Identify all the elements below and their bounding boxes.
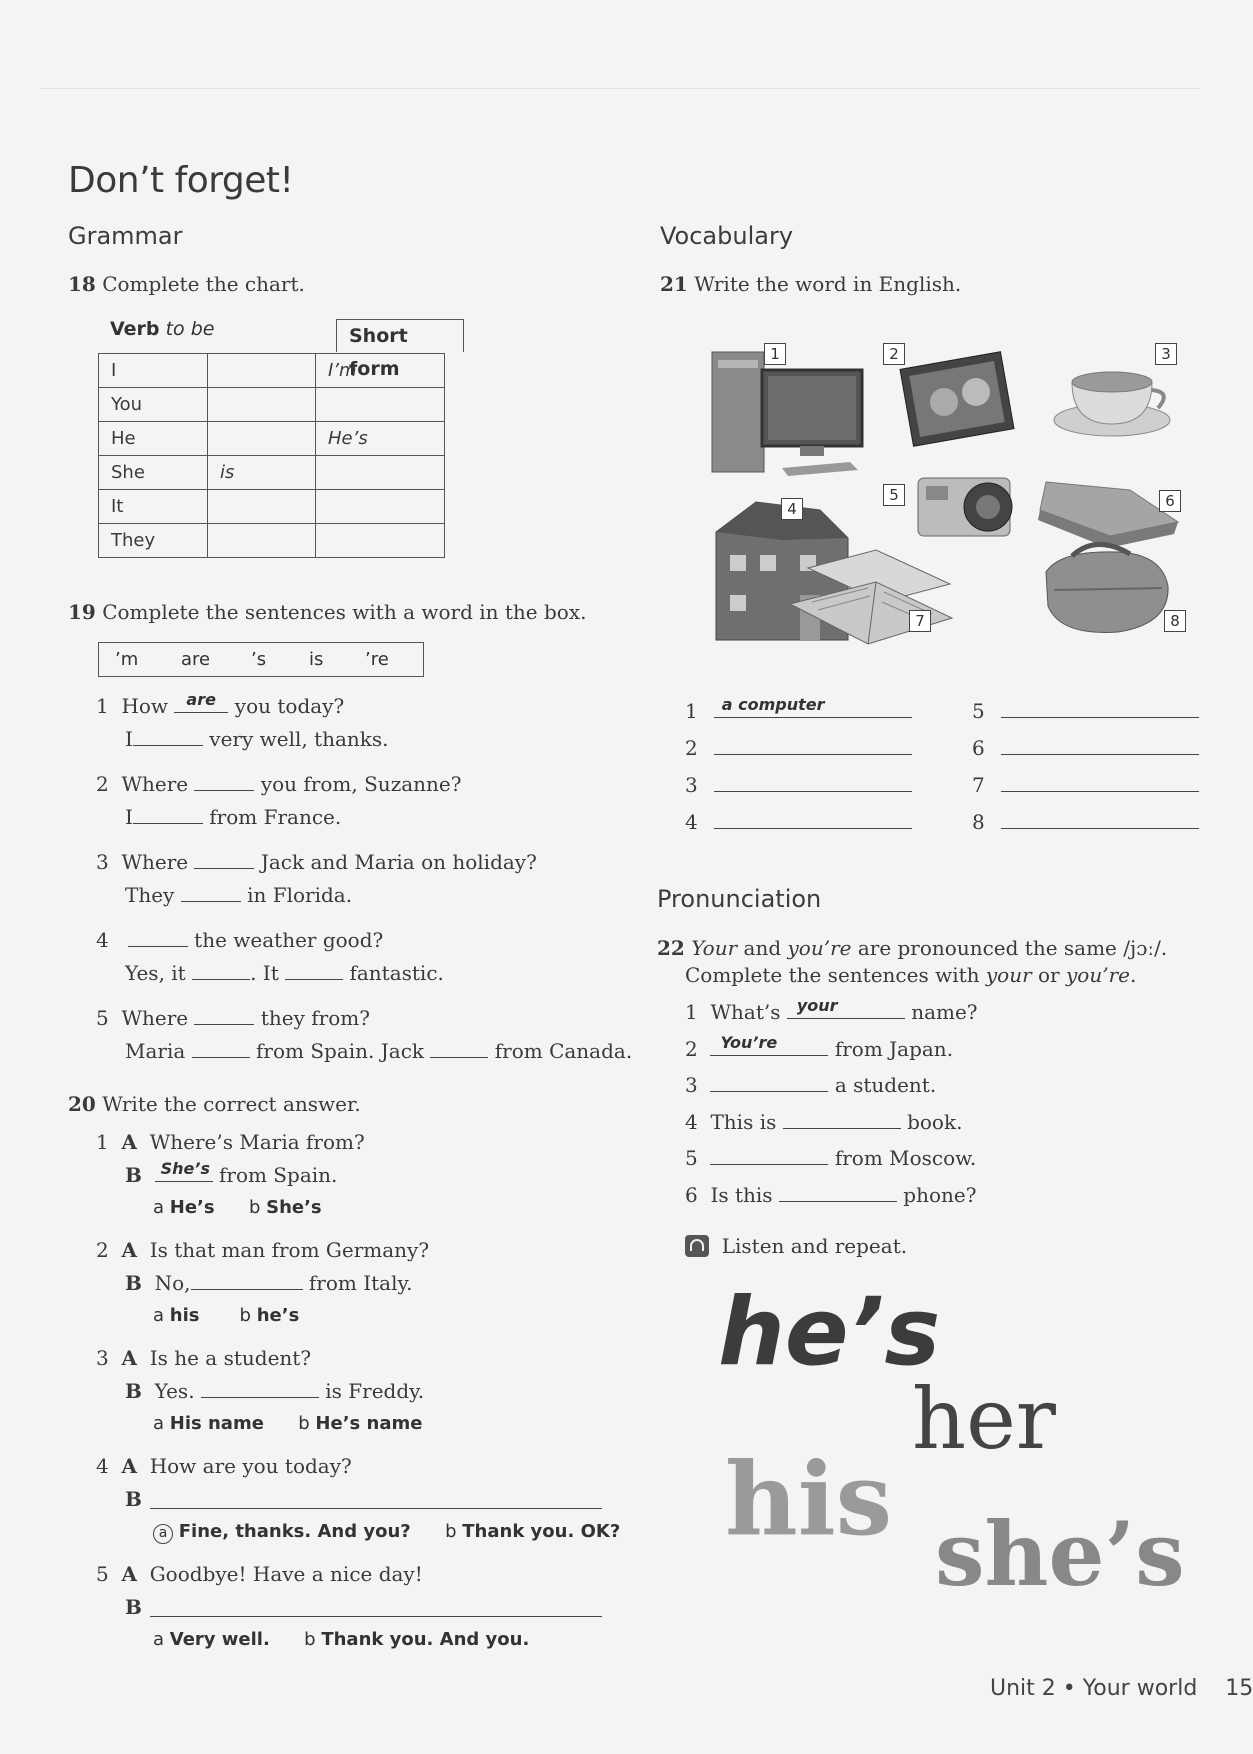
picture-number: 2	[883, 343, 905, 365]
ex20-item-2-answer: B No, from Italy.	[125, 1271, 413, 1295]
option-a[interactable]: Fine, thanks. And you?	[178, 1521, 411, 1542]
answer-blank[interactable]	[192, 1039, 250, 1058]
picture-number: 1	[764, 343, 786, 365]
word-hes: he’s	[718, 1278, 941, 1387]
ex21-answer-8: 8	[972, 810, 1199, 834]
camera-picture	[918, 478, 1012, 536]
answer-blank[interactable]	[201, 1379, 319, 1398]
ex20-item-4-answer: B	[125, 1487, 142, 1511]
ex19-instruction: 19 Complete the sentences with a word in the box.	[68, 600, 587, 624]
handwritten-answer: a computer	[721, 695, 825, 714]
pronoun-cell: I	[99, 354, 208, 388]
short-form-cell[interactable]	[316, 490, 445, 524]
pronoun-cell: It	[99, 490, 208, 524]
short-form-cell: He’s	[316, 422, 445, 456]
ex22-instruction-line-2: Complete the sentences with your or you’re.	[685, 963, 1137, 987]
answer-blank[interactable]	[194, 850, 254, 869]
chart-header-verb: Verb to be	[110, 318, 215, 340]
answer-blank[interactable]	[128, 928, 188, 947]
ex19-item-5-reply: Maria from Spain. Jack from Canada.	[125, 1039, 633, 1063]
vocabulary-pictures	[700, 340, 1190, 670]
ex20-instruction: 20 Write the correct answer.	[68, 1092, 361, 1116]
picture-number: 6	[1159, 490, 1181, 512]
ex20-item-1-answer: B She’s from Spain.	[125, 1159, 338, 1187]
option-a[interactable]: He’s	[169, 1197, 215, 1218]
answer-blank[interactable]	[133, 805, 203, 824]
short-form-cell[interactable]	[316, 524, 445, 558]
answer-blank[interactable]	[710, 1073, 828, 1092]
pronoun-cell: She	[99, 456, 208, 490]
ex21-answer-7: 7	[972, 773, 1199, 797]
ex20-item-3-options: a His name b He’s name	[153, 1413, 423, 1434]
answer-blank[interactable]	[192, 961, 250, 980]
ex22-item-1: 1 What’s your name?	[685, 996, 978, 1024]
answer-blank[interactable]	[1001, 699, 1199, 718]
answer-blank[interactable]	[714, 695, 912, 718]
unit-topic: Your world	[1082, 1676, 1198, 1701]
cup-picture	[1054, 372, 1170, 436]
answer-blank[interactable]: You’re	[710, 1037, 828, 1056]
option-b[interactable]: Thank you. And you.	[321, 1629, 530, 1650]
option-b[interactable]: he’s	[256, 1305, 300, 1326]
sandwich-picture	[1038, 482, 1178, 548]
ex20-item-5-options: a Very well. b Thank you. And you.	[153, 1629, 530, 1650]
answer-blank[interactable]	[710, 1146, 828, 1165]
option-a[interactable]: Very well.	[169, 1629, 270, 1650]
picture-number: 7	[909, 610, 931, 632]
short-form-cell: I’m	[316, 354, 445, 388]
ex21-answer-4: 4	[685, 810, 912, 834]
ex20-item-4-options: a Fine, thanks. And you? b Thank you. OK?	[153, 1521, 620, 1544]
answer-blank[interactable]: She’s	[155, 1163, 213, 1182]
ex20-item-2-question: 2 A Is that man from Germany?	[96, 1238, 430, 1262]
ex20-item-1-question: 1 A Where’s Maria from?	[96, 1130, 365, 1154]
answer-blank[interactable]: are	[174, 694, 228, 713]
answer-blank[interactable]	[1001, 773, 1199, 792]
verb-cell[interactable]	[208, 422, 316, 456]
answer-blank[interactable]: your	[787, 1000, 905, 1019]
ex21-answer-3: 3	[685, 773, 912, 797]
ex22-instruction-line-1: 22 Your and you’re are pronounced the same /jɔː/.	[657, 936, 1168, 960]
verb-cell: is	[208, 456, 316, 490]
picture-number: 5	[883, 484, 905, 506]
answer-blank[interactable]	[133, 727, 203, 746]
answer-blank[interactable]	[714, 736, 912, 755]
answer-blank[interactable]	[194, 1006, 254, 1025]
answer-blank[interactable]	[430, 1039, 488, 1058]
word-box-item: is	[309, 649, 324, 670]
ex19-item-5: 5 Where they from?	[96, 1006, 370, 1030]
ex20-item-5-question: 5 A Goodbye! Have a nice day!	[96, 1562, 423, 1586]
answer-blank[interactable]	[1001, 810, 1199, 829]
option-a[interactable]: His name	[169, 1413, 264, 1434]
word-shes: she’s	[935, 1502, 1185, 1606]
verb-cell[interactable]	[208, 388, 316, 422]
ex20-item-4-question: 4 A How are you today?	[96, 1454, 352, 1478]
ex19-item-1: 1 How are you today?	[96, 690, 345, 718]
ex19-item-2-reply: I from France.	[125, 805, 342, 829]
word-box-item: ’re	[365, 649, 389, 670]
ex22-item-6: 6 Is this phone?	[685, 1182, 977, 1207]
page-number: 15	[1225, 1676, 1253, 1701]
word-box-item: are	[181, 649, 211, 670]
answer-blank[interactable]	[191, 1271, 303, 1290]
option-b[interactable]: He’s name	[315, 1413, 423, 1434]
ex21-answer-6: 6	[972, 736, 1199, 760]
scan-edge	[40, 88, 1200, 89]
ex18-instruction: 18 Complete the chart.	[68, 272, 305, 296]
ex22-item-2: 2 You’re from Japan.	[685, 1032, 954, 1061]
pronoun-cell: You	[99, 388, 208, 422]
ex19-item-4-reply: Yes, it . It fantastic.	[125, 961, 444, 985]
pronoun-cell: They	[99, 524, 208, 558]
bag-picture	[1046, 544, 1168, 632]
word-box	[98, 642, 424, 677]
answer-blank[interactable]	[714, 773, 912, 792]
word-box-item: ’s	[251, 649, 267, 670]
page-footer: Unit 2 • Your world 15	[990, 1676, 1253, 1701]
option-a[interactable]: his	[169, 1305, 200, 1326]
ex22-item-3: 3 a student.	[685, 1073, 937, 1097]
pronunciation-heading: Pronunciation	[657, 885, 822, 913]
grammar-heading: Grammar	[68, 222, 183, 250]
ex20-item-3-answer: B Yes. is Freddy.	[125, 1379, 425, 1403]
circled-option-a: a	[153, 1524, 173, 1544]
answer-blank[interactable]	[779, 1183, 897, 1202]
ex20-item-1-options: a He’s b She’s	[153, 1197, 322, 1218]
picture-number: 8	[1164, 610, 1186, 632]
ex19-item-4: 4 the weather good?	[96, 928, 384, 952]
ex22-item-5: 5 from Moscow.	[685, 1146, 977, 1170]
verb-chart	[98, 353, 445, 558]
page-title: Don’t forget!	[68, 160, 294, 201]
answer-blank[interactable]	[714, 810, 912, 829]
answer-blank[interactable]	[1001, 736, 1199, 755]
word-box-item: ’m	[115, 649, 139, 670]
word-his: his	[725, 1440, 892, 1558]
vocabulary-heading: Vocabulary	[660, 222, 794, 250]
word-her: her	[912, 1370, 1056, 1468]
unit-label: Unit 2	[990, 1676, 1056, 1701]
verb-cell[interactable]	[208, 354, 316, 388]
chart-row	[99, 490, 445, 524]
ex19-item-3: 3 Where Jack and Maria on holiday?	[96, 850, 537, 874]
chart-row	[99, 388, 445, 422]
chart-row	[99, 354, 445, 388]
option-b[interactable]: Thank you. OK?	[462, 1521, 621, 1542]
listen-and-repeat: Listen and repeat.	[685, 1234, 907, 1258]
answer-line[interactable]	[150, 1508, 602, 1509]
answer-blank[interactable]	[181, 883, 241, 902]
answer-line[interactable]	[150, 1616, 602, 1617]
computer-picture	[712, 352, 862, 476]
ex20-item-3-question: 3 A Is he a student?	[96, 1346, 312, 1370]
picture-number: 4	[781, 498, 803, 520]
audio-icon[interactable]	[685, 1235, 709, 1257]
chart-header-short-form: Short form	[336, 319, 464, 352]
answer-blank[interactable]	[783, 1110, 901, 1129]
ex21-answer-2: 2	[685, 736, 912, 760]
ex19-item-3-reply: They in Florida.	[125, 883, 353, 907]
picture-number: 3	[1155, 343, 1177, 365]
photo-picture	[900, 352, 1014, 447]
ex22-item-4: 4 This is book.	[685, 1109, 963, 1134]
option-b[interactable]: She’s	[266, 1197, 322, 1218]
ex20-item-2-options: a his b he’s	[153, 1305, 300, 1326]
chart-row	[99, 422, 445, 456]
pronoun-cell: He	[99, 422, 208, 456]
answer-blank[interactable]	[285, 961, 343, 980]
verb-cell[interactable]	[208, 490, 316, 524]
ex21-answer-5: 5	[972, 699, 1199, 723]
ex21-instruction: 21 Write the word in English.	[660, 272, 962, 296]
verb-cell[interactable]	[208, 524, 316, 558]
ex20-item-5-answer: B	[125, 1595, 142, 1619]
short-form-cell[interactable]	[316, 456, 445, 490]
answer-blank[interactable]	[194, 772, 254, 791]
ex21-answer-1: 1 a computer	[685, 699, 912, 723]
chart-row	[99, 456, 445, 490]
ex19-item-2: 2 Where you from, Suzanne?	[96, 772, 462, 796]
chart-row	[99, 524, 445, 558]
short-form-cell[interactable]	[316, 388, 445, 422]
ex19-item-1-reply: I very well, thanks.	[125, 727, 389, 751]
